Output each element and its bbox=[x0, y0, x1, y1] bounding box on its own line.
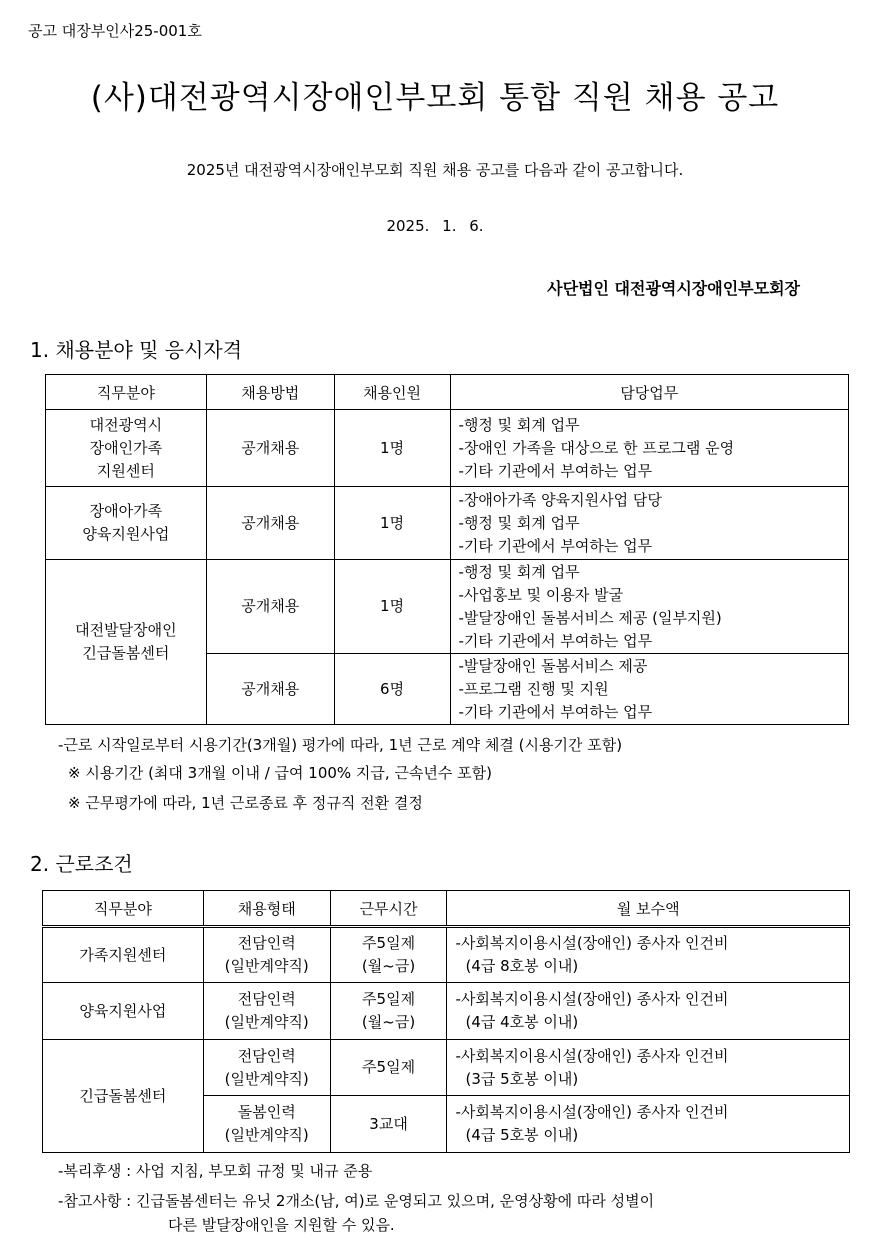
header-cell: 담당업무 bbox=[450, 375, 849, 410]
field-cell: 가족지원센터 bbox=[43, 927, 204, 983]
issuer: 사단법인 대전광역시장애인부모회장 bbox=[547, 279, 800, 298]
header-cell: 채용형태 bbox=[203, 891, 330, 927]
table-row bbox=[43, 927, 850, 983]
duty-item: -기타 기관에서 부여하는 업무 bbox=[458, 536, 653, 555]
duty-item: -기타 기관에서 부여하는 업무 bbox=[458, 631, 653, 650]
pay-line: -사회복지이용시설(장애인) 종사자 인건비 bbox=[455, 1103, 729, 1121]
notice-date: 2025. 1. 6. bbox=[386, 217, 484, 235]
probation-note: ※ 근무평가에 따라, 1년 근로종료 후 정규직 전환 결정 bbox=[68, 794, 423, 812]
pay-cell bbox=[447, 1040, 850, 1096]
header-cell: 직무분야 bbox=[46, 375, 207, 410]
duties-cell bbox=[450, 560, 849, 654]
duty-item: -기타 기관에서 부여하는 업무 bbox=[458, 461, 653, 480]
pay-line: -사회복지이용시설(장애인) 종사자 인건비 bbox=[455, 990, 729, 1008]
duty-item: -행정 및 회계 업무 bbox=[458, 415, 580, 434]
type-cell: 전담인력 (일반계약직) bbox=[203, 1040, 330, 1096]
method-cell: 공개채용 bbox=[206, 487, 334, 560]
method-cell: 공개채용 bbox=[206, 410, 334, 487]
duty-item: -장애아가족 양육지원사업 담당 bbox=[458, 490, 662, 509]
header-cell: 근무시간 bbox=[330, 891, 447, 927]
duty-item: -프로그램 진행 및 지원 bbox=[458, 679, 609, 698]
field-cell: 대전광역시 장애인가족 지원센터 bbox=[46, 410, 207, 487]
field-cell: 장애아가족 양육지원사업 bbox=[46, 487, 207, 560]
pay-cell bbox=[447, 1096, 850, 1153]
probation-note: -근로 시작일로부터 시용기간(3개월) 평가에 따라, 1년 근로 계약 체결 (시용기간 포함) bbox=[58, 736, 623, 754]
count-cell: 1명 bbox=[334, 560, 450, 654]
pay-line: (4급 5호봉 이내) bbox=[465, 1126, 579, 1144]
hours-cell: 주5일제 bbox=[330, 1040, 447, 1096]
reference-note-continued: 다른 발달장애인을 지원할 수 있음. bbox=[168, 1216, 395, 1234]
header-cell: 직무분야 bbox=[43, 891, 204, 927]
duties-cell bbox=[450, 487, 849, 560]
pay-cell bbox=[447, 983, 850, 1040]
type-cell: 돌봄인력 (일반계약직) bbox=[203, 1096, 330, 1153]
section-2-heading: 2. 근로조건 bbox=[30, 852, 133, 876]
duties-cell bbox=[450, 654, 849, 725]
count-cell: 1명 bbox=[334, 487, 450, 560]
hours-cell: 3교대 bbox=[330, 1096, 447, 1153]
intro-text: 2025년 대전광역시장애인부모회 직원 채용 공고를 다음과 같이 공고합니다. bbox=[186, 161, 684, 179]
header-cell: 채용인원 bbox=[334, 375, 450, 410]
header-cell: 월 보수액 bbox=[447, 891, 850, 927]
type-cell: 전담인력 (일반계약직) bbox=[203, 983, 330, 1040]
field-cell: 대전발달장애인 긴급돌봄센터 bbox=[46, 560, 207, 725]
pay-line: (4급 4호봉 이내) bbox=[465, 1013, 579, 1031]
table-header-row bbox=[46, 375, 849, 410]
method-cell: 공개채용 bbox=[206, 560, 334, 654]
page-title: (사)대전광역시장애인부모회 통합 직원 채용 공고 bbox=[90, 80, 780, 116]
table-row bbox=[43, 983, 850, 1040]
count-cell: 6명 bbox=[334, 654, 450, 725]
hours-cell: 주5일제 (월~금) bbox=[330, 927, 447, 983]
table-row bbox=[46, 560, 849, 654]
duty-item: -발달장애인 돌봄서비스 제공 bbox=[458, 656, 648, 675]
notice-number: 공고 대장부인사25-001호 bbox=[28, 22, 202, 40]
conditions-table bbox=[42, 890, 850, 1153]
table-row bbox=[43, 1040, 850, 1096]
table-row bbox=[46, 487, 849, 560]
duty-item: -기타 기관에서 부여하는 업무 bbox=[458, 702, 653, 721]
pay-line: (4급 8호봉 이내) bbox=[465, 957, 579, 975]
table-header-row bbox=[43, 891, 850, 927]
section-1-heading: 1. 채용분야 및 응시자격 bbox=[30, 338, 243, 362]
field-cell: 양육지원사업 bbox=[43, 983, 204, 1040]
duty-item: -행정 및 회계 업무 bbox=[458, 562, 580, 581]
duty-item: -사업홍보 및 이용자 발굴 bbox=[458, 585, 624, 604]
duty-item: -장애인 가족을 대상으로 한 프로그램 운영 bbox=[458, 438, 735, 457]
pay-cell bbox=[447, 927, 850, 983]
field-cell: 긴급돌봄센터 bbox=[43, 1040, 204, 1153]
pay-line: -사회복지이용시설(장애인) 종사자 인건비 bbox=[455, 934, 729, 952]
hours-cell: 주5일제 (월~금) bbox=[330, 983, 447, 1040]
welfare-note: -복리후생 : 사업 지침, 부모회 규정 및 내규 준용 bbox=[58, 1162, 373, 1180]
header-cell: 채용방법 bbox=[206, 375, 334, 410]
duty-item: -발달장애인 돌봄서비스 제공 (일부지원) bbox=[458, 608, 722, 627]
count-cell: 1명 bbox=[334, 410, 450, 487]
type-cell: 전담인력 (일반계약직) bbox=[203, 927, 330, 983]
duties-cell bbox=[450, 410, 849, 487]
probation-note: ※ 시용기간 (최대 3개월 이내 / 급여 100% 지급, 근속년수 포함) bbox=[68, 764, 493, 782]
method-cell: 공개채용 bbox=[206, 654, 334, 725]
duty-item: -행정 및 회계 업무 bbox=[458, 513, 580, 532]
recruitment-table bbox=[45, 374, 849, 725]
reference-note: -참고사항 : 긴급돌봄센터는 유닛 2개소(남, 여)로 운영되고 있으며, 운영상황에 따라 성별이 bbox=[58, 1192, 655, 1210]
pay-line: -사회복지이용시설(장애인) 종사자 인건비 bbox=[455, 1046, 729, 1065]
pay-line: (3급 5호봉 이내) bbox=[465, 1069, 579, 1088]
table-row bbox=[46, 410, 849, 487]
